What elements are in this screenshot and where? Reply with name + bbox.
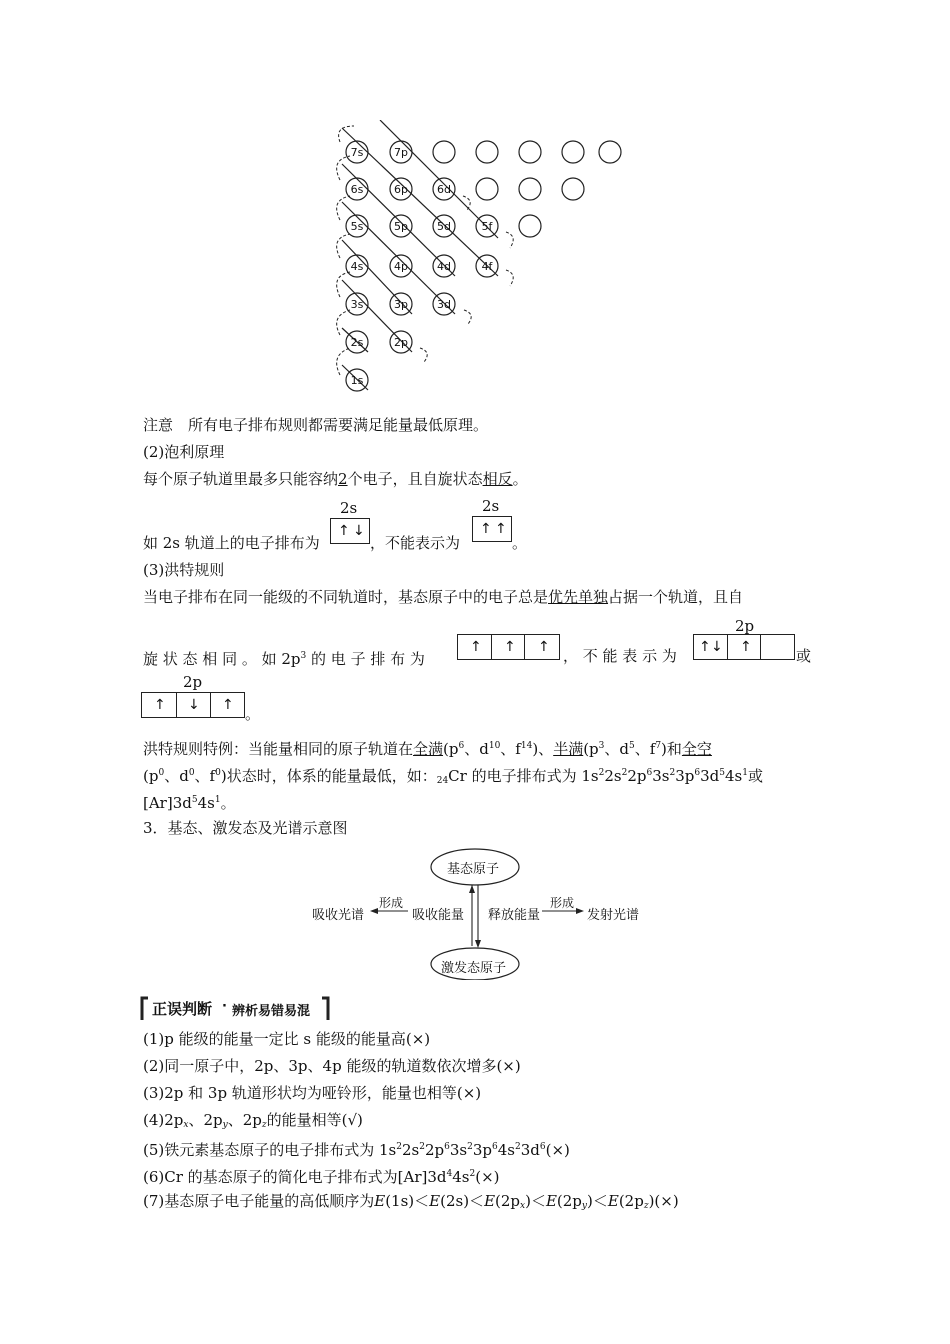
pauli-rule: 每个原子轨道里最多只能容纳2个电子，且自旋状态相反。 xyxy=(143,470,528,488)
ground-state-label: 基态原子 xyxy=(447,862,500,877)
judge-dot: · xyxy=(222,999,227,1014)
pauli-example-pre: 如 2s 轨道上的电子排布为 xyxy=(143,534,320,552)
up-arrow-icon: ↑ xyxy=(495,521,507,537)
orbital-label-3d: 3d xyxy=(437,298,451,311)
orbital-label-4s: 4s xyxy=(350,260,364,273)
orbital-label-4d: 4d xyxy=(437,260,451,273)
filling-order-loop xyxy=(463,196,470,210)
down-arrow-icon: ↓ xyxy=(711,639,723,655)
pauli-wrong-box xyxy=(472,516,512,542)
orbital-label-5s: 5s xyxy=(350,220,364,233)
up-arrow-icon: ↑ xyxy=(222,697,234,713)
orbital-circle-empty xyxy=(562,178,584,200)
up-arrow-icon: ↑ xyxy=(470,639,482,655)
orbital-label-3s: 3s xyxy=(350,298,364,311)
orbital-circle-empty xyxy=(476,178,498,200)
filling-order-loop xyxy=(420,348,427,362)
orbital-label-5p: 5p xyxy=(394,220,408,233)
filling-order-loop xyxy=(464,310,471,324)
filling-order-loop xyxy=(337,272,350,297)
orbital-circle-empty xyxy=(562,141,584,163)
orbital-label-4p: 4p xyxy=(394,260,408,273)
up-arrow-icon: ↑ xyxy=(699,639,711,655)
judge-subtitle: 辨析易错易混 xyxy=(232,1004,311,1019)
absorb-energy-label: 吸收能量 xyxy=(412,908,465,923)
judge-item-5: (5)铁元素基态原子的电子排布式为 $1s^22s^22p^63s^23p^64s^23d^6(\times)$ xyxy=(143,1141,570,1159)
judge-item-2: (2)同一原子中，2p、3p、4p 能级的轨道数依次增多(×) xyxy=(143,1057,521,1075)
orbital-label-7p: 7p xyxy=(394,146,408,159)
judge-item-7: (7)基态原子电子能量的高低顺序为$E(1s)<E(2s)<E(2p_x)<E(2p_y)<E(2p_z)(\times)$ xyxy=(143,1192,679,1211)
hund-rule-line1: 当电子排布在同一能级的不同轨道时，基态原子中的电子总是优先单独占据一个轨道，且自 xyxy=(143,588,744,606)
pauli-correct-label: 2s xyxy=(340,499,358,517)
hund-heading: (3)洪特规则 xyxy=(143,561,225,579)
hund-rule-line2: 旋 状 态 相 同 。 如 $2p^3$ 的 电 子 排 布 为 xyxy=(143,650,425,668)
pauli-heading: (2)泡利原理 xyxy=(143,443,225,461)
filling-order-loop xyxy=(506,270,513,286)
orbital-label-5d: 5d xyxy=(437,220,451,233)
up-arrow-icon: ↑ xyxy=(338,523,350,539)
filling-order-loop xyxy=(506,232,513,248)
up-arrow-icon: ↑ xyxy=(740,639,752,655)
judge-title: 正误判断 xyxy=(152,1000,213,1018)
orbital-label-7s: 7s xyxy=(350,146,364,159)
aufbau-diagram xyxy=(320,120,640,410)
up-arrow-icon: ↑ xyxy=(480,521,492,537)
orbital-label-2s: 2s xyxy=(350,336,364,349)
orbital-label-6p: 6p xyxy=(394,183,408,196)
hund-wrong1-box xyxy=(693,634,795,660)
up-arrow-icon: ↑ xyxy=(504,639,516,655)
emit-spectrum-label: 发射光谱 xyxy=(587,908,640,923)
orbital-circle-empty xyxy=(433,141,455,163)
excited-state-label: 激发态原子 xyxy=(441,961,507,976)
pauli-correct-box xyxy=(330,518,370,544)
orbital-circle-empty xyxy=(519,215,541,237)
orbital-circle-empty xyxy=(519,178,541,200)
hund-wrong2-label: 2p xyxy=(183,673,203,691)
release-energy-label: 释放能量 xyxy=(488,908,541,923)
orbital-label-1s: 1s xyxy=(350,374,364,387)
judge-item-1: (1)p 能级的能量一定比 s 能级的能量高(×) xyxy=(143,1030,431,1048)
form-label-left: 形成 xyxy=(379,896,404,910)
hund-line3-end: 。 xyxy=(245,705,261,723)
up-arrow-icon: ↑ xyxy=(538,639,550,655)
orbital-label-5f: 5f xyxy=(481,220,493,233)
down-arrow-icon: ↓ xyxy=(353,523,365,539)
pauli-example-mid: ，不能表示为 xyxy=(370,534,461,552)
pauli-example-end: 。 xyxy=(512,534,528,552)
filling-order-loop xyxy=(337,156,350,180)
section3-heading: 3．基态、激发态及光谱示意图 xyxy=(143,819,348,837)
filling-order-line xyxy=(342,128,498,276)
orbital-label-6s: 6s xyxy=(350,183,364,196)
hund-rule-or: 或 xyxy=(796,647,812,665)
down-arrow-icon: ↓ xyxy=(188,697,200,713)
note-text: 注意 所有电子排布规则都需要满足能量最低原理。 xyxy=(143,416,489,434)
judge-item-3: (3)2p 和 3p 轨道形状均为哑铃形，能量也相等(×) xyxy=(143,1084,482,1102)
orbital-label-2p: 2p xyxy=(394,336,408,349)
hund-special-line2: ($p^0$、$d^0$、$f^0$)状态时，体系的能量最低，如：$_{24}$Cr 的电子排布式为 $1s^22s^22p^63s^23p^63d^54s^1$或 xyxy=(143,767,763,786)
hund-wrong1-label: 2p xyxy=(735,617,755,635)
judge-item-4: $(4)2p_x$、$2p_y$、$2p_z$的能量相等(√) xyxy=(143,1111,363,1130)
hund-special-line3: $[Ar]3d^54s^1$。 xyxy=(143,794,236,812)
hund-wrong2-box xyxy=(141,692,245,718)
hund-rule-mid2: ， 不 能 表 示 为 xyxy=(563,647,677,665)
judge-item-6: (6)Cr 的基态原子的简化电子排布式为$[Ar]3d^44s^2(\times)$ xyxy=(143,1168,500,1186)
orbital-label-4f: 4f xyxy=(481,260,493,273)
orbital-label-3p: 3p xyxy=(394,298,408,311)
filling-order-loop xyxy=(337,310,350,335)
orbital-circle-empty xyxy=(599,141,621,163)
up-arrow-icon: ↑ xyxy=(154,697,166,713)
orbital-label-6d: 6d xyxy=(437,183,451,196)
form-label-right: 形成 xyxy=(550,896,575,910)
orbital-circle-empty xyxy=(519,141,541,163)
hund-special-line1: 洪特规则特例：当能量相同的原子轨道在全满($p^6$、$d^{10}$、$f^{14}$)、半满($p^3$、$d^5$、$f^7$)和全空 xyxy=(143,740,712,758)
hund-correct-box xyxy=(457,634,560,660)
absorb-spectrum-label: 吸收光谱 xyxy=(312,908,365,923)
pauli-wrong-label: 2s xyxy=(482,497,500,515)
filling-order-loop xyxy=(339,126,354,142)
orbital-circle-empty xyxy=(476,141,498,163)
